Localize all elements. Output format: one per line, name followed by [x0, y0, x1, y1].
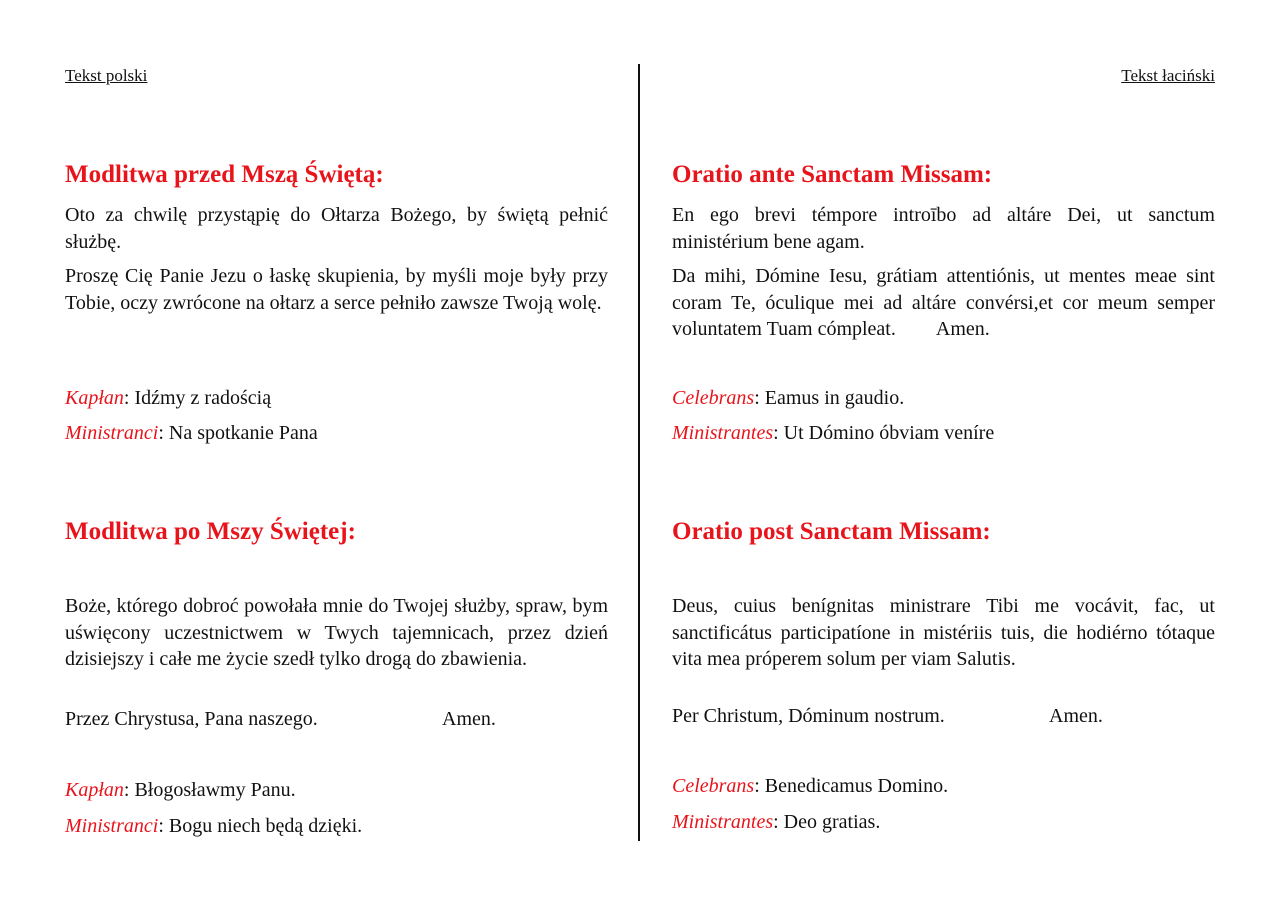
closing-line: [672, 705, 1103, 728]
title-oratio-post: Oratio post Sanctam Missam:: [672, 518, 991, 545]
paragraph-1: En ego brevi témpore introībo ad altáre Dei, ut sanctum ministérium bene agam.: [672, 204, 1215, 253]
dialog-line-ministrants: [672, 422, 994, 445]
role-label: Kapłan: [65, 779, 124, 801]
closing-text: Per Christum, Dóminum nostrum.: [672, 705, 945, 727]
amen-text: Amen.: [1049, 705, 1103, 727]
dialog-text: : Idźmy z radością: [123, 387, 272, 409]
paragraph-3: Boże, którego dobroć powołała mnie do Twojej służby, spraw, bym uświęcony uczestnictwem w Twych tajemnicach, przez dzień dzisiejszy i całe me życie szedł tylko drogą do zbawienia.: [65, 595, 608, 670]
paragraph-1: Oto za chwilę przystąpię do Ołtarza Bożego, by świętą pełnić służbę.: [65, 204, 608, 253]
role-label: Ministrantes: [672, 422, 774, 444]
closing-line: [65, 708, 496, 731]
dialog-line-servers-2: [65, 815, 362, 838]
dialog-line-priest-2: [65, 779, 296, 802]
paragraph-3: Deus, cuius benígnitas ministrare Tibi me vocávit, fac, ut sanctificátus participatíone in mistériis tuis, die hodiérno tótaque vita mea próperem solum per viam Salutis.: [672, 595, 1215, 670]
role-label: Kapłan: [65, 387, 124, 409]
dialog-text: : Bogu niech będą dzięki.: [158, 815, 363, 837]
title-prayer-before-mass: Modlitwa przed Mszą Świętą:: [65, 161, 384, 188]
dialog-text: : Benedicamus Domino.: [754, 775, 949, 797]
role-label: Celebrans: [672, 775, 755, 797]
paragraph-2: [672, 263, 1215, 343]
column-header-latin: Tekst łaciński: [1121, 66, 1215, 85]
dialog-text: : Deo gratias.: [773, 811, 881, 833]
dialog-text: : Eamus in gaudio.: [754, 387, 905, 409]
column-header-polish: Tekst polski: [65, 66, 148, 85]
dialog-text: : Ut Dómino óbviam veníre: [773, 422, 995, 444]
amen-text: Amen.: [442, 708, 496, 730]
column-divider: [638, 64, 640, 841]
dialog-line-servers: [65, 422, 318, 445]
role-label: Ministrantes: [672, 811, 774, 833]
dialog-text: : Błogosławmy Panu.: [123, 779, 296, 801]
dialog-line-priest: [65, 387, 271, 410]
paragraph-2-text: Da mihi, Dómine Iesu, grátiam attentiónis, ut mentes meae sint coram Te, óculique mei ad altáre convérsi,et cor meum semper voluntatem Tuam cómpleat.: [672, 265, 1215, 340]
paragraph-2: Proszę Cię Panie Jezu o łaskę skupienia, by myśli moje były przy Tobie, oczy zwrócone na ołtarz a serce pełniło zawsze Twoją wolę.: [65, 265, 608, 314]
dialog-text: : Na spotkanie Pana: [158, 422, 318, 444]
dialog-line-ministrants-2: [672, 811, 880, 834]
role-label: Celebrans: [672, 387, 755, 409]
closing-text: Przez Chrystusa, Pana naszego.: [65, 708, 318, 730]
role-label: Ministranci: [65, 815, 159, 837]
title-prayer-after-mass: Modlitwa po Mszy Świętej:: [65, 518, 356, 545]
dialog-line-celebrant-2: [672, 775, 948, 798]
role-label: Ministranci: [65, 422, 159, 444]
title-oratio-ante: Oratio ante Sanctam Missam:: [672, 161, 993, 188]
dialog-line-celebrant: [672, 387, 904, 410]
amen-text: Amen.: [935, 318, 990, 340]
